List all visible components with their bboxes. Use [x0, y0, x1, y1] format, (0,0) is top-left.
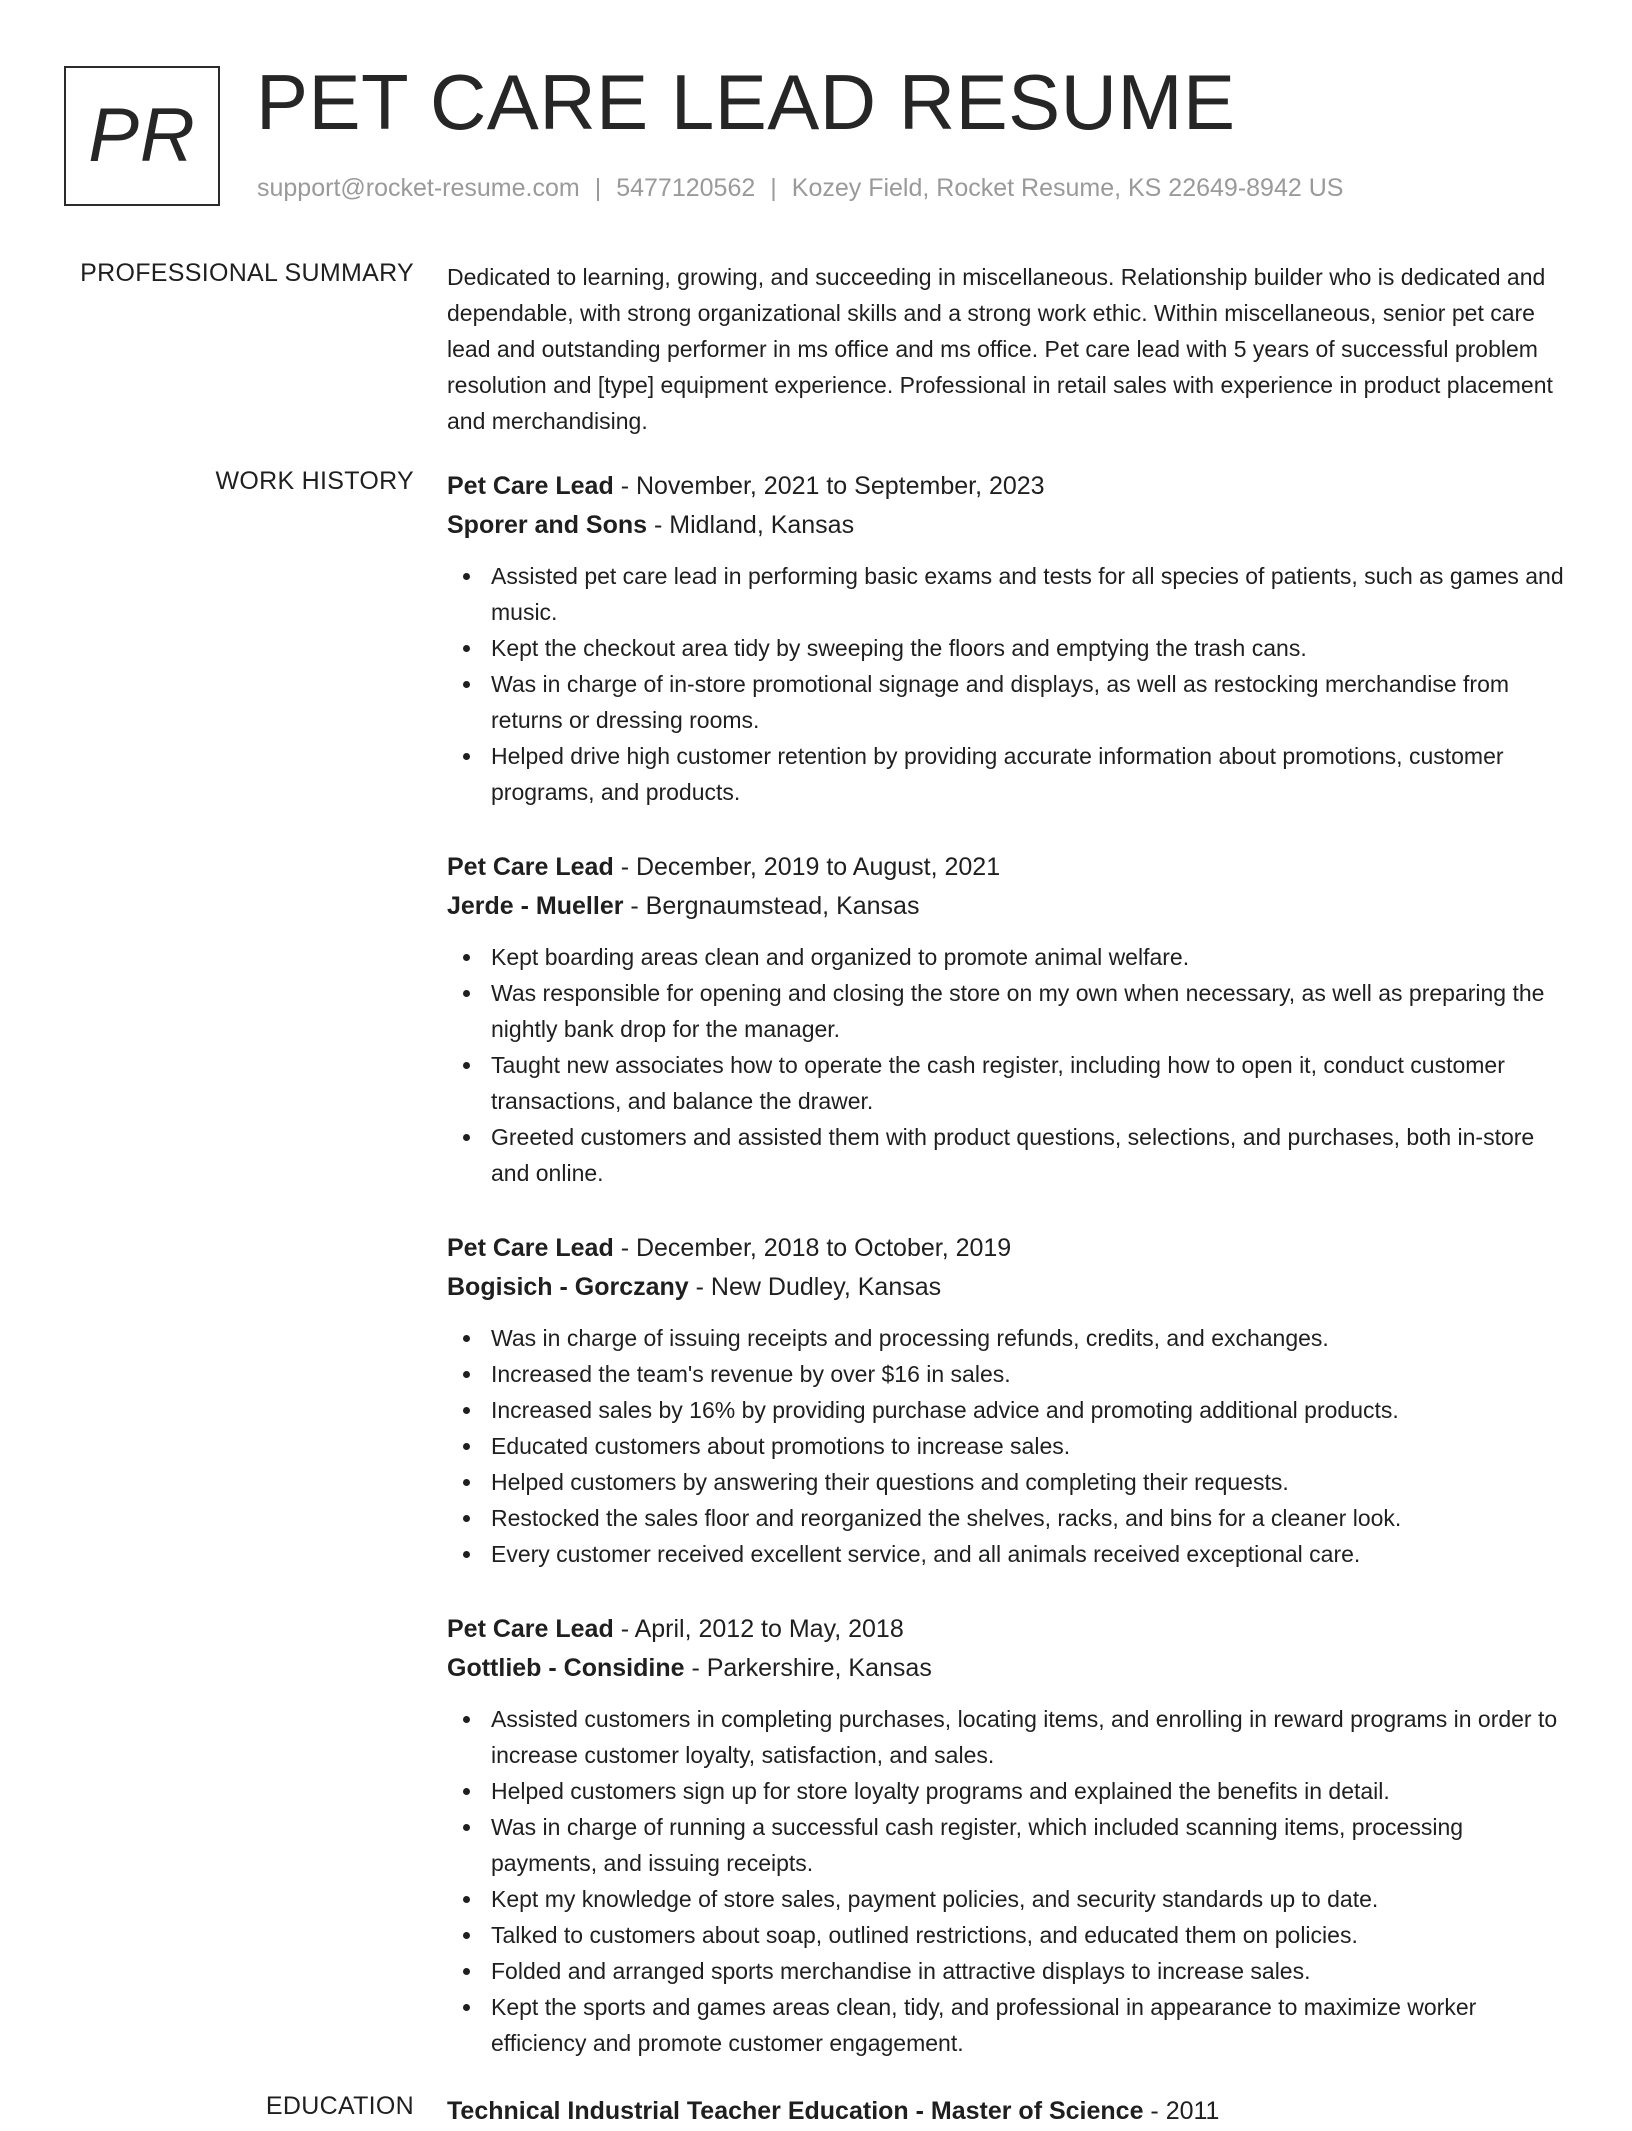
summary-text: Dedicated to learning, growing, and succeeding in miscellaneous. Relationship builder who is dedicated and dependable, with strong organizational skills and a strong work ethic. Within miscellaneous, senior pet care lead and outstanding performer in ms office and ms office. Pet care lead with 5 years of successful problem resolution and [type] equipment experience. Professional in retail sales with experience in product placement and merchandising. [447, 264, 1553, 434]
job-bullet-text: Assisted customers in completing purchases, locating items, and enrolling in reward programs in order to increase customer loyalty, satisfaction, and sales. [491, 1706, 1558, 1768]
job-dates: - December, 2018 to October, 2019 [613, 1234, 1012, 1262]
job-bullet-text: Every customer received excellent service, and all animals received exceptional care. [491, 1541, 1361, 1567]
bullet-dot-icon [463, 1968, 470, 1975]
job-bullet [447, 630, 1567, 666]
job-bullet [447, 1773, 1567, 1809]
job-bullet [447, 1320, 1567, 1356]
bullet-dot-icon [463, 1716, 470, 1723]
section-label-education: EDUCATION [265, 2092, 414, 2120]
bullet-dot-icon [463, 753, 470, 760]
bullet-dot-icon [463, 1896, 470, 1903]
job-bullet-text: Taught new associates how to operate the cash register, including how to open it, conduct customer transactions, and balance the drawer. [491, 1052, 1505, 1114]
job-bullet-text: Helped customers by answering their questions and completing their requests. [491, 1469, 1289, 1495]
job-title-line [447, 848, 1567, 887]
job-title-line [447, 467, 1567, 506]
job-list [447, 467, 1567, 2099]
job-bullet-text: Was in charge of in-store promotional signage and displays, as well as restocking merchandise from returns or dressing rooms. [491, 671, 1510, 733]
education-year: - 2011 [1143, 2097, 1220, 2125]
job-bullet [447, 1356, 1567, 1392]
job-location: - Midland, Kansas [647, 511, 855, 539]
job-bullet-text: Folded and arranged sports merchandise in attractive displays to increase sales. [491, 1958, 1311, 1984]
job-bullet [447, 558, 1567, 630]
contact-separator: | [770, 174, 777, 202]
job-bullet-text: Talked to customers about soap, outlined restrictions, and educated them on policies. [491, 1922, 1358, 1948]
job-bullet-text: Was in charge of running a successful cash register, which included scanning items, processing payments, and issuing receipts. [491, 1814, 1464, 1876]
job-title-line [447, 1229, 1567, 1268]
job-company: Bogisich - Gorczany [447, 1273, 689, 1301]
bullet-dot-icon [463, 1443, 470, 1450]
job-bullet-list [447, 939, 1567, 1191]
job-bullet-text: Kept boarding areas clean and organized to promote animal welfare. [491, 944, 1190, 970]
job-bullet-text: Greeted customers and assisted them with product questions, selections, and purchases, both in-store and online. [491, 1124, 1535, 1186]
job-bullet [447, 1047, 1567, 1119]
job-bullet [447, 1701, 1567, 1773]
job-company-line [447, 1649, 1567, 1688]
job-location: - Bergnaumstead, Kansas [623, 892, 920, 920]
bullet-dot-icon [463, 2004, 470, 2011]
job-bullet [447, 1917, 1567, 1953]
bullet-dot-icon [463, 954, 470, 961]
bullet-dot-icon [463, 990, 470, 997]
bullet-dot-icon [463, 1788, 470, 1795]
job-dates: - December, 2019 to August, 2021 [613, 853, 1001, 881]
job-bullet [447, 738, 1567, 810]
contact-separator: | [594, 174, 602, 202]
job-title: Pet Care Lead [447, 853, 614, 881]
contact-email[interactable]: support@rocket-resume.com [257, 174, 580, 202]
job-bullet [447, 1392, 1567, 1428]
page-title: PET CARE LEAD RESUME [256, 58, 1236, 146]
job-bullet [447, 1953, 1567, 1989]
job-bullet [447, 1809, 1567, 1881]
job-company: Gottlieb - Considine [447, 1654, 685, 1682]
job-bullet-text: Educated customers about promotions to increase sales. [491, 1433, 1071, 1459]
contact-address: Kozey Field, Rocket Resume, KS 22649-8942 US [791, 174, 1344, 202]
bullet-dot-icon [463, 645, 470, 652]
job-entry [447, 467, 1567, 810]
job-title: Pet Care Lead [447, 1615, 614, 1643]
job-company-line [447, 887, 1567, 926]
bullet-dot-icon [463, 1335, 470, 1342]
job-bullet-text: Kept the sports and games areas clean, tidy, and professional in appearance to maximize worker efficiency and promote customer engagement. [491, 1994, 1477, 2056]
job-location: - New Dudley, Kansas [688, 1273, 942, 1301]
job-bullet [447, 1881, 1567, 1917]
job-bullet [447, 1989, 1567, 2061]
bullet-dot-icon [463, 1515, 470, 1522]
job-company: Sporer and Sons [447, 511, 648, 539]
job-bullet [447, 975, 1567, 1047]
bullet-dot-icon [463, 1824, 470, 1831]
job-bullet [447, 1428, 1567, 1464]
job-entry [447, 848, 1567, 1191]
bullet-dot-icon [463, 1062, 470, 1069]
job-bullet-text: Assisted pet care lead in performing basic exams and tests for all species of patients, such as games and music. [491, 563, 1564, 625]
job-bullet [447, 1119, 1567, 1191]
bullet-dot-icon [463, 1407, 470, 1414]
contact-phone[interactable]: 5477120562 [616, 174, 756, 202]
job-bullet-text: Increased sales by 16% by providing purchase advice and promoting additional products. [491, 1397, 1399, 1423]
job-bullet-text: Was responsible for opening and closing the store on my own when necessary, as well as preparing the nightly bank drop for the manager. [491, 980, 1545, 1042]
bullet-dot-icon [463, 1479, 470, 1486]
job-bullet-text: Restocked the sales floor and reorganized the shelves, racks, and bins for a cleaner look. [491, 1505, 1402, 1531]
job-entry [447, 1229, 1567, 1572]
job-dates: - April, 2012 to May, 2018 [613, 1615, 904, 1643]
job-company-line [447, 506, 1567, 545]
job-dates: - November, 2021 to September, 2023 [613, 472, 1045, 500]
job-bullet-list [447, 1320, 1567, 1572]
section-label-summary: PROFESSIONAL SUMMARY [80, 259, 414, 287]
job-bullet [447, 939, 1567, 975]
bullet-dot-icon [463, 573, 470, 580]
education-degree: Technical Industrial Teacher Education - Master of Science [447, 2097, 1144, 2125]
job-bullet-text: Was in charge of issuing receipts and processing refunds, credits, and exchanges. [491, 1325, 1329, 1351]
section-label-work-history: WORK HISTORY [215, 467, 414, 495]
bullet-dot-icon [463, 1371, 470, 1378]
bullet-dot-icon [463, 1134, 470, 1141]
job-entry [447, 1610, 1567, 2061]
job-bullet-list [447, 1701, 1567, 2061]
job-bullet [447, 1464, 1567, 1500]
bullet-dot-icon [463, 1932, 470, 1939]
bullet-dot-icon [463, 681, 470, 688]
monogram-initials: PR [88, 93, 196, 178]
job-bullet-list [447, 558, 1567, 810]
job-bullet-text: Helped customers sign up for store loyalty programs and explained the benefits in detail. [491, 1778, 1390, 1804]
job-company-line [447, 1268, 1567, 1307]
job-bullet-text: Increased the team's revenue by over $16 in sales. [491, 1361, 1011, 1387]
job-location: - Parkershire, Kansas [684, 1654, 932, 1682]
bullet-dot-icon [463, 1551, 470, 1558]
job-title: Pet Care Lead [447, 472, 614, 500]
monogram-logo [64, 66, 220, 206]
job-bullet-text: Kept my knowledge of store sales, payment policies, and security standards up to date. [491, 1886, 1379, 1912]
contact-line [257, 174, 1343, 203]
job-bullet [447, 1500, 1567, 1536]
job-bullet-text: Kept the checkout area tidy by sweeping the floors and emptying the trash cans. [491, 635, 1307, 661]
job-company: Jerde - Mueller [447, 892, 624, 920]
job-title: Pet Care Lead [447, 1234, 614, 1262]
job-bullet [447, 666, 1567, 738]
job-bullet-text: Helped drive high customer retention by providing accurate information about promotions, customer programs, and products. [491, 743, 1504, 805]
job-bullet [447, 1536, 1567, 1572]
job-title-line [447, 1610, 1567, 1649]
